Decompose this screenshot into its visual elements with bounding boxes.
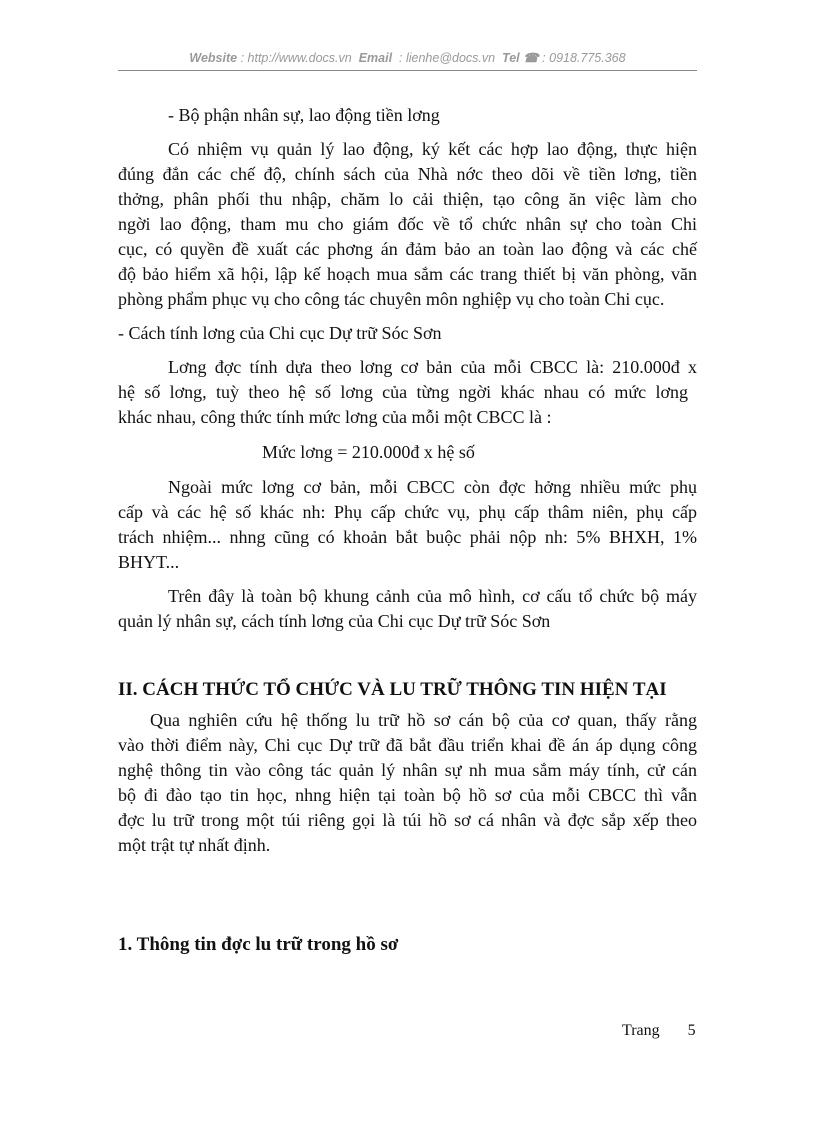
- page-header: [118, 50, 697, 65]
- header-divider: [118, 70, 697, 71]
- page-number: 5: [687, 1022, 696, 1039]
- email-address[interactable]: : lienhe@docs.vn: [399, 51, 496, 65]
- page-footer: [622, 1022, 696, 1040]
- paragraph-line: cấp và các hệ số khác nh: Phụ cấp chức vụ, phụ cấp thâm niên, phụ cấp: [118, 502, 697, 522]
- paragraph-line: Ngoài mức lơng cơ bản, mỗi CBCC còn đợc hởng nhiều mức phụ: [168, 477, 697, 497]
- paragraph-line: hệ số lơng, tuỳ theo hệ số lơng của từng ngời khác nhau có mức lơng: [118, 382, 688, 402]
- bullet-line: - Cách tính lơng của Chi cục Dự trữ Sóc Sơn: [118, 323, 442, 343]
- paragraph-line: độ bảo hiểm xã hội, lập kế hoạch mua sắm các trang thiết bị văn phòng, văn: [118, 264, 697, 284]
- paragraph-line: Lơng đợc tính dựa theo lơng cơ bản của mỗi CBCC là: 210.000đ x: [168, 357, 697, 377]
- formula-line: Mức lơng = 210.000đ x hệ số: [262, 442, 475, 462]
- paragraph-line: đúng đắn các chế độ, chính sách của Nhà nớc theo dõi về tiền lơng, tiền: [118, 164, 697, 184]
- paragraph-line: nghệ thông tin vào công tác quản lý nhân sự nh mua sắm máy tính, cử cán: [118, 760, 697, 780]
- paragraph-line: BHYT...: [118, 552, 180, 572]
- paragraph-line: cục, có quyền đề xuất các phơng án đảm bảo an toàn lao động và các chế: [118, 239, 697, 259]
- paragraph-line: Trên đây là toàn bộ khung cảnh của mô hình, cơ cấu tổ chức bộ máy: [168, 586, 697, 606]
- paragraph-line: Qua nghiên cứu hệ thống lu trữ hồ sơ cán bộ của cơ quan, thấy rằng: [150, 710, 697, 730]
- paragraph-line: thởng, phân phối thu nhập, chăm lo cải thiện, tạo công ăn việc làm cho: [118, 189, 697, 209]
- tel-label: Tel ☎: [502, 51, 539, 65]
- paragraph-line: trách nhiệm... nhng cũng có khoản bắt buộc phải nộp nh: 5% BHXH, 1%: [118, 527, 697, 547]
- paragraph-line: một trật tự nhất định.: [118, 835, 271, 855]
- email-label: Email: [358, 51, 393, 65]
- tel-number: : 0918.775.368: [542, 51, 626, 65]
- paragraph-line: vào thời điểm này, Chi cục Dự trữ đã bắt đầu triển khai đề án áp dụng công: [118, 735, 697, 755]
- paragraph-line: Có nhiệm vụ quản lý lao động, ký kết các hợp lao động, thực hiện: [168, 139, 697, 159]
- paragraph-line: quản lý nhân sự, cách tính lơng của Chi cục Dự trữ Sóc Sơn: [118, 611, 551, 631]
- paragraph-line: khác nhau, công thức tính mức lơng của mỗi một CBCC là :: [118, 407, 552, 427]
- page-label: Trang: [622, 1022, 660, 1039]
- paragraph-line: bộ đi đào tạo tin học, nhng hiện tại toàn bộ hồ sơ của mỗi CBCC thì vẫn: [118, 785, 697, 805]
- paragraph-line: phòng phẩm phục vụ cho công tác chuyên môn nghiệp vụ cho toàn Chi cục.: [118, 289, 665, 309]
- website-label: Website: [189, 51, 238, 65]
- website-url[interactable]: : http://www.docs.vn: [240, 51, 352, 65]
- paragraph-line: đợc lu trữ trong một túi riêng gọi là túi hồ sơ cá nhân và đợc sắp xếp theo: [118, 810, 697, 830]
- bullet-line: - Bộ phận nhân sự, lao động tiền lơng: [168, 105, 440, 125]
- section-heading: II. CÁCH THỨC TỔ CHỨC VÀ LU TRỮ THÔNG TIN HIỆN TẠI: [118, 679, 667, 700]
- subsection-heading: 1. Thông tin đợc lu trữ trong hồ sơ: [118, 934, 399, 955]
- paragraph-line: ngời lao động, tham mu cho giám đốc về tổ chức nhân sự cho toàn Chi: [118, 214, 697, 234]
